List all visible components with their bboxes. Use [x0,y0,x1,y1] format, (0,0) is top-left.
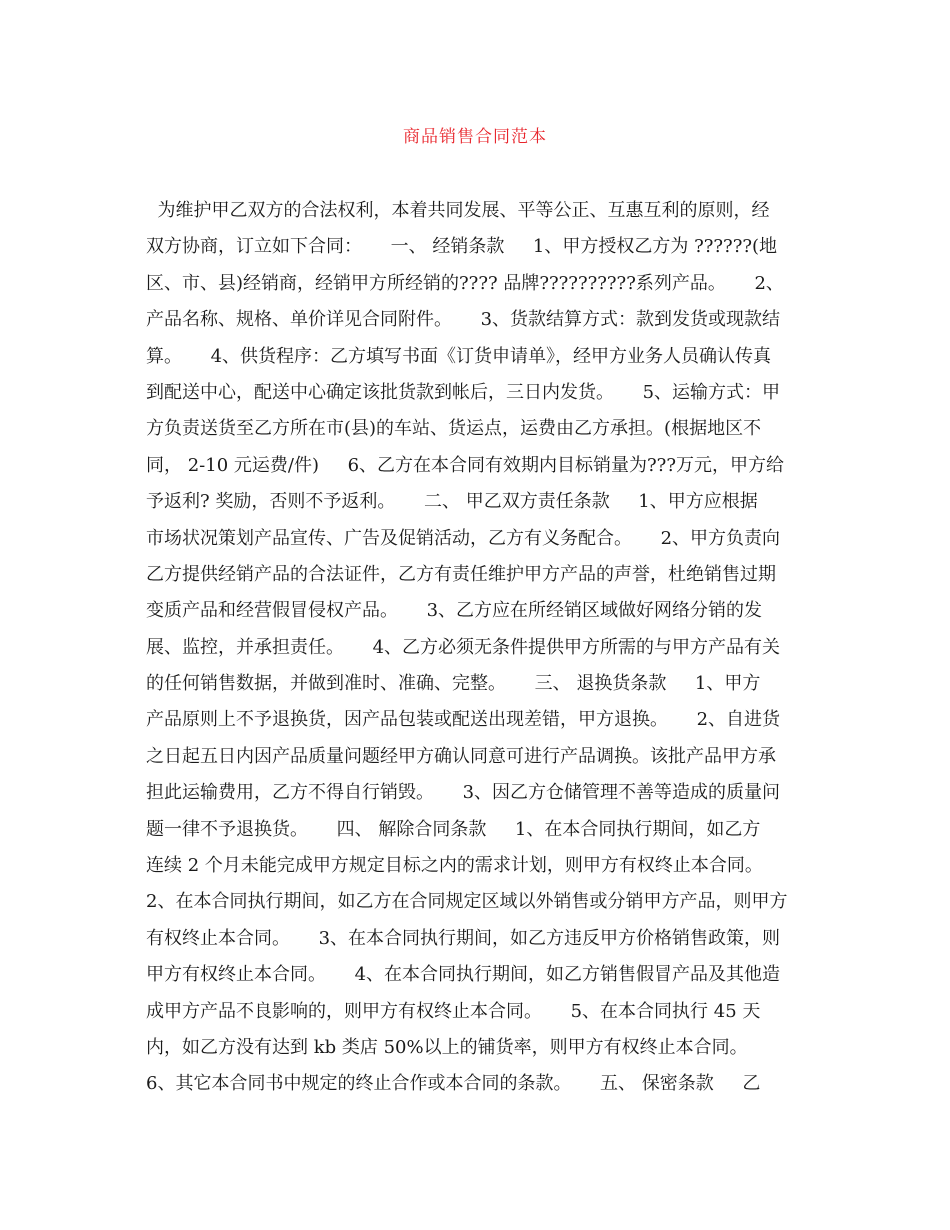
text-line: 方负责送货至乙方所在市(县)的车站、货运点，运费由乙方承担。(根据地区不 [146,418,762,440]
text-line: 市场状况策划产品宣传、广告及促销活动，乙方有义务配合。 2、甲方负责向 [146,527,781,549]
text-line: 到配送中心，配送中心确定该批货款到帐后，三日内发货。 5、运输方式：甲 [146,381,781,403]
text-line: 同， 2-10 元运费/件) 6、乙方在本合同有效期内目标销量为???万元，甲方给 [146,454,784,476]
text-line: 的任何销售数据，并做到准时、准确、完整。 三、 退换货条款 1、甲方 [146,673,761,695]
text-line: 产品名称、规格、单价详见合同附件。 3、货款结算方式：款到发货或现款结 [146,309,781,331]
document-body [146,193,826,1103]
text-line: 算。 4、供货程序：乙方填写书面《订货申请单》，经甲方业务人员确认传真 [146,345,772,367]
text-line: 区、市、县)经销商，经销甲方所经销的???? 品牌??????????系列产品。 2、 [146,272,784,294]
text-line: 产品原则上不予退换货，因产品包装或配送出现差错，甲方退换。 2、自进货 [146,709,781,731]
text-line: 乙方提供经销产品的合法证件，乙方有责任维护甲方产品的声誉，杜绝销售过期 [146,563,776,585]
text-line: 展、监控，并承担责任。 4、乙方必须无条件提供甲方所需的与甲方产品有关 [146,636,781,658]
text-line: 为维护甲乙双方的合法权利，本着共同发展、平等公正、互惠互利的原则，经 [146,200,770,221]
text-line: 担此运输费用，乙方不得自行销毁。 3、因乙方仓储管理不善等造成的质量问 [146,782,781,804]
text-line: 内，如乙方没有达到 kb 类店 50%以上的铺货率，则甲方有权终止本合同。 [146,1036,748,1058]
text-line: 题一律不予退换货。 四、 解除合同条款 1、在本合同执行期间，如乙方 [146,818,761,840]
text-line: 甲方有权终止本合同。 4、在本合同执行期间，如乙方销售假冒产品及其他造 [146,964,781,986]
text-line: 连续 2 个月未能完成甲方规定目标之内的需求计划，则甲方有权终止本合同。 [146,855,763,877]
text-line: 之日起五日内因产品质量问题经甲方确认同意可进行产品调换。该批产品甲方承 [146,745,776,767]
text-line: 有权终止本合同。 3、在本合同执行期间，如乙方违反甲方价格销售政策，则 [146,927,781,949]
text-line: 6、其它本合同书中规定的终止合作或本合同的条款。 五、 保密条款 乙 [146,1073,761,1095]
text-line: 2、在本合同执行期间，如乙方在合同规定区域以外销售或分销甲方产品，则甲方 [146,891,788,913]
document-title: 商品销售合同范本 [403,127,547,147]
text-line: 变质产品和经营假冒侵权产品。 3、乙方应在所经销区域做好网络分销的发 [146,600,763,622]
text-line: 成甲方产品不良影响的，则甲方有权终止本合同。 5、在本合同执行 45 天 [146,1000,761,1022]
text-line: 双方协商，订立如下合同： 一、 经销条款 1、甲方授权乙方为 ??????(地 [146,236,778,258]
text-line: 予返利? 奖励，否则不予返利。 二、 甲乙双方责任条款 1、甲方应根据 [146,491,758,513]
